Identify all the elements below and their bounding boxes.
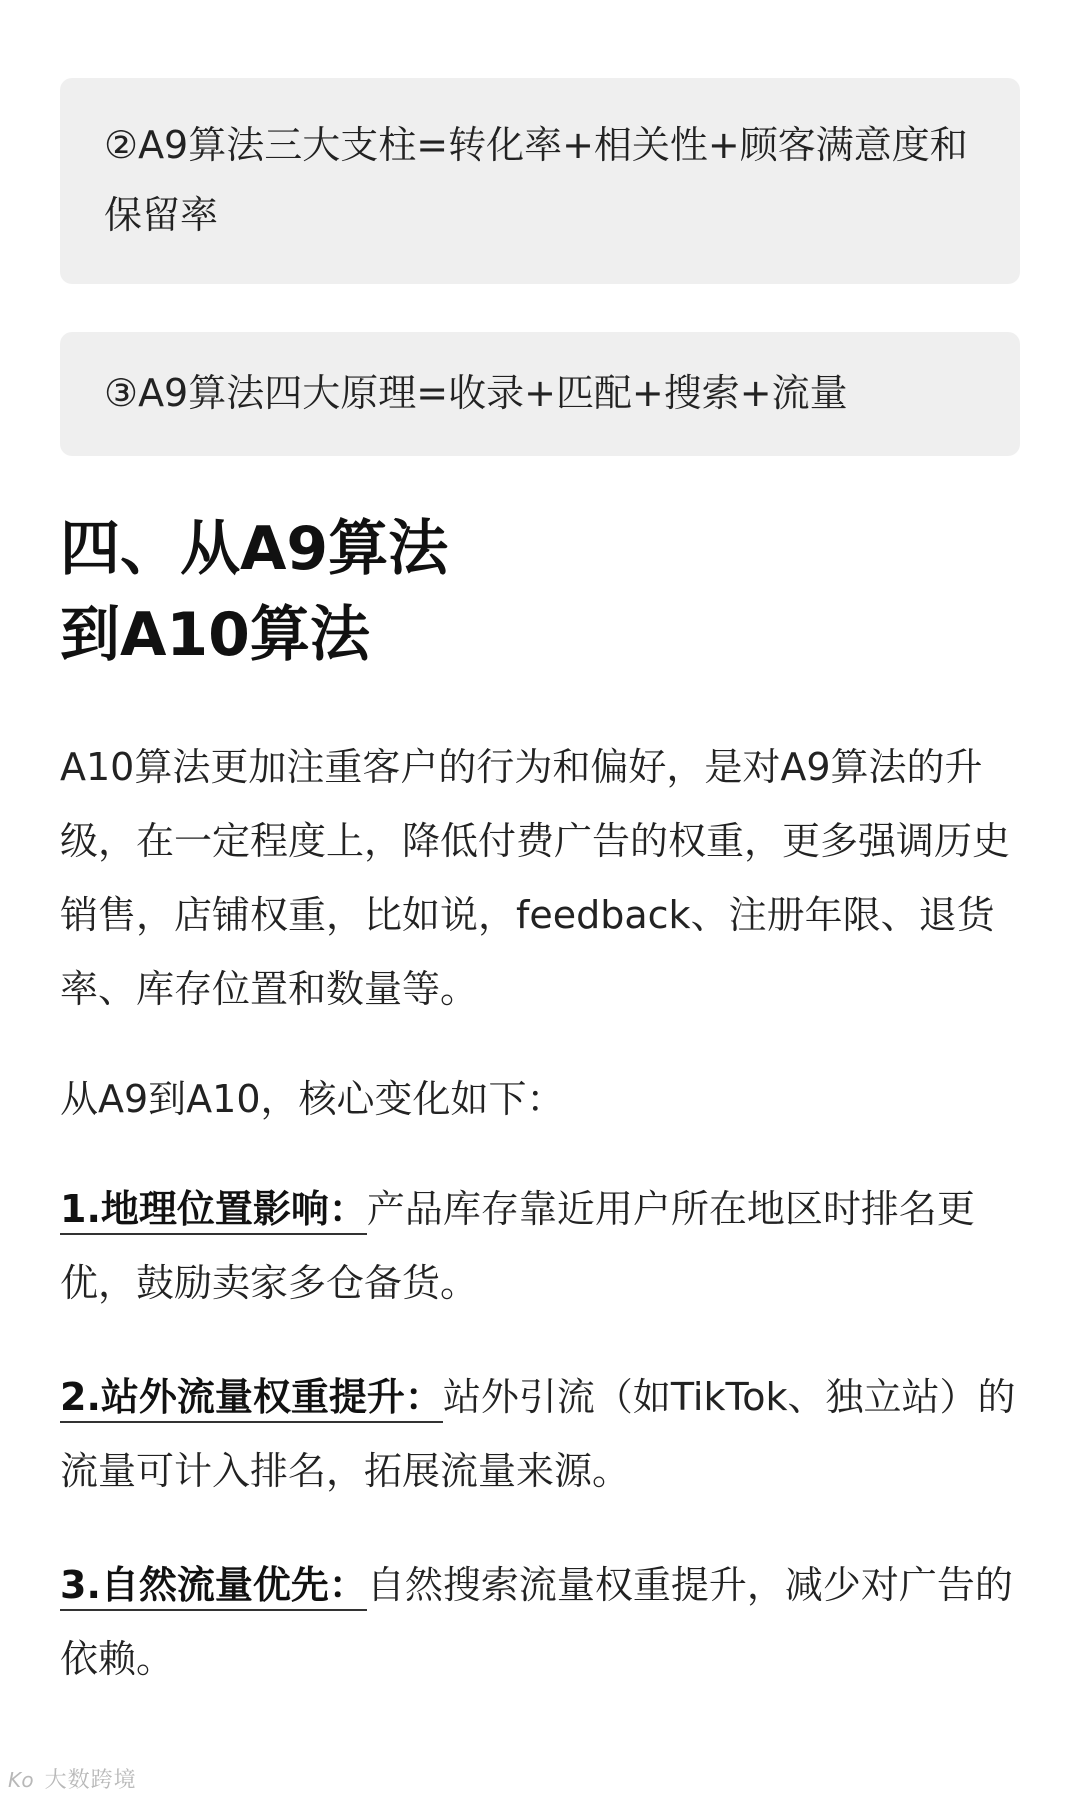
change-item-heading: 3.自然流量优先： bbox=[60, 1563, 367, 1611]
changes-lead-paragraph: 从A9到A10，核心变化如下： bbox=[60, 1077, 565, 1121]
quote-text: ③A9算法四大原理=收录+匹配+搜索+流量 bbox=[104, 371, 848, 415]
change-item-body: 产品库存靠近用户所在地区时排名更优，鼓励卖家多仓备货。 bbox=[60, 1187, 975, 1305]
watermark bbox=[8, 1763, 137, 1794]
watermark-text: 大数跨境 bbox=[44, 1768, 137, 1793]
change-item-heading: 1.地理位置影响： bbox=[60, 1187, 367, 1235]
change-item-body: 自然搜索流量权重提升，减少对广告的依赖。 bbox=[60, 1563, 1013, 1681]
change-item-offsite bbox=[60, 1360, 1020, 1508]
watermark-logo-icon: Ko bbox=[8, 1768, 35, 1792]
change-item-geo bbox=[60, 1172, 1020, 1320]
section-heading-line1: 四、从A9算法 bbox=[60, 514, 449, 584]
section-heading bbox=[60, 506, 1020, 678]
quote-block-pillars bbox=[60, 78, 1020, 284]
quote-text: ②A9算法三大支柱=转化率+相关性+顾客满意度和保留率 bbox=[104, 123, 968, 237]
article-body bbox=[60, 78, 1020, 1736]
intro-paragraph: A10算法更加注重客户的行为和偏好，是对A9算法的升级，在一定程度上，降低付费广告的权重，更多强调历史销售，店铺权重，比如说，feedback、注册年限、退货率、库存位置和数量等。 bbox=[60, 745, 1011, 1011]
quote-block-principles bbox=[60, 332, 1020, 456]
change-item-body: 站外引流（如TikTok、独立站）的流量可计入排名，拓展流量来源。 bbox=[60, 1375, 1016, 1493]
section-heading-line2: 到A10算法 bbox=[60, 600, 370, 670]
change-item-organic bbox=[60, 1548, 1020, 1696]
change-item-heading: 2.站外流量权重提升： bbox=[60, 1375, 443, 1423]
